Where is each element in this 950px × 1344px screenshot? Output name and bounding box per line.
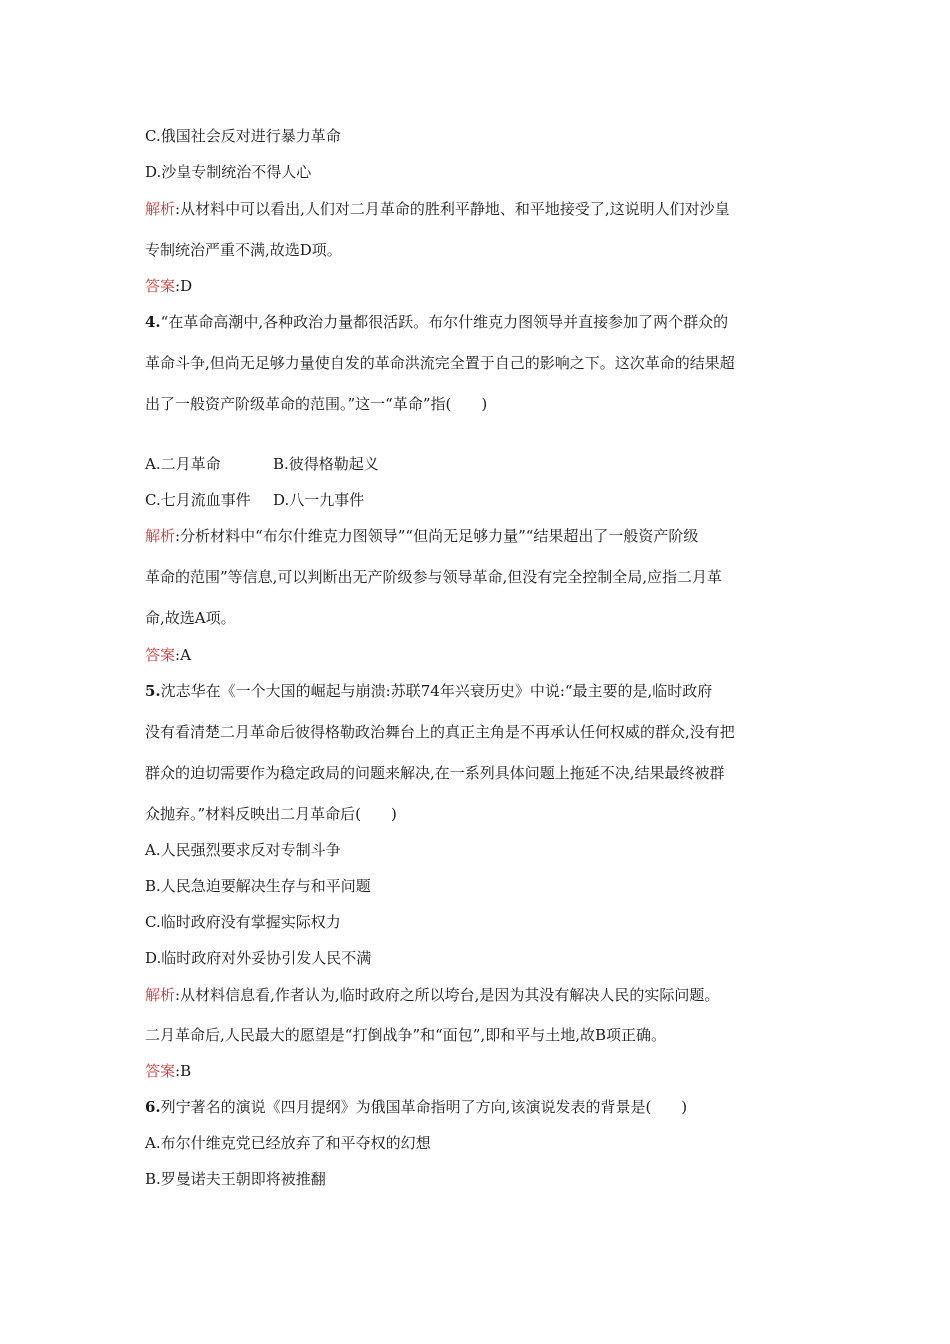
- q6-option-a: A.布尔什维克党已经放弃了和平夺权的幻想: [145, 1134, 431, 1152]
- q4-option-b: B.彼得格勒起义: [273, 455, 379, 473]
- q3-analysis-label: 解析: [145, 200, 176, 218]
- q5-answer-label: 答案: [145, 1062, 176, 1080]
- q4-option-a: A.二月革命: [145, 455, 221, 473]
- q5-stem-line-4: 众抛弃。”材料反映出二月革命后( ): [145, 805, 397, 823]
- q4-option-d: D.八一九事件: [273, 491, 365, 509]
- q4-option-c: C.七月流血事件: [145, 491, 251, 509]
- q4-analysis-label: 解析: [145, 527, 176, 545]
- q5-stem-text-1: 沈志华在《一个大国的崛起与崩溃:苏联74年兴衰历史》中说:“最主要的是,临时政府: [160, 682, 713, 700]
- q6-stem: [145, 1097, 820, 1117]
- q4-analysis-line-1: [145, 526, 820, 546]
- q5-option-b: B.人民急迫要解决生存与和平问题: [145, 877, 371, 895]
- q5-option-d: D.临时政府对外妥协引发人民不满: [145, 949, 372, 967]
- q5-option-a: A.人民强烈要求反对专制斗争: [145, 841, 341, 859]
- q4-options-row-1: [145, 454, 820, 474]
- q4-analysis-line-3: 命,故选A项。: [145, 609, 236, 627]
- q4-stem-line-2: 革命斗争,但尚无足够力量使自发的革命洪流完全置于自己的影响之下。这次革命的结果超: [145, 354, 735, 372]
- q3-option-c: C.俄国社会反对进行暴力革命: [145, 127, 341, 145]
- q4-answer-label: 答案: [145, 646, 176, 664]
- q6-option-b: B.罗曼诺夫王朝即将被推翻: [145, 1170, 326, 1188]
- q5-analysis-text-1: :从材料信息看,作者认为,临时政府之所以垮台,是因为其没有解决人民的实际问题。: [175, 986, 720, 1004]
- q3-option-d: D.沙皇专制统治不得人心: [145, 163, 312, 181]
- q3-answer: [145, 276, 820, 296]
- q4-answer: [145, 645, 820, 665]
- q6-stem-text: 列宁著名的演说《四月提纲》为俄国革命指明了方向,该演说发表的背景是( ): [160, 1098, 688, 1116]
- q3-answer-label: 答案: [145, 277, 176, 295]
- q5-stem-line-1: [145, 681, 820, 701]
- q4-analysis-text-1: :分析材料中“布尔什维克力图领导”“但尚无足够力量”“结果超出了一般资产阶级: [175, 527, 699, 545]
- q4-stem-line-3: 出了一般资产阶级革命的范围。”这一“革命”指( ): [145, 395, 488, 413]
- q4-stem-text-1: “在革命高潮中,各种政治力量都很活跃。布尔什维克力图领导并直接参加了两个群众的: [160, 313, 729, 331]
- q5-number: 5.: [145, 682, 161, 700]
- q4-number: 4.: [145, 313, 161, 331]
- q5-stem-line-2: 没有看清楚二月革命后彼得格勒政治舞台上的真正主角是不再承认任何权威的群众,没有把: [145, 723, 735, 741]
- q4-answer-value: :A: [175, 646, 191, 664]
- q5-answer: [145, 1061, 820, 1081]
- q4-stem-line-1: [145, 312, 820, 332]
- q3-analysis-line-2: 专制统治严重不满,故选D项。: [145, 241, 342, 259]
- q3-analysis-text-1: :从材料中可以看出,人们对二月革命的胜利平静地、和平地接受了,这说明人们对沙皇: [175, 200, 730, 218]
- q4-analysis-line-2: 革命的范围”等信息,可以判断出无产阶级参与领导革命,但没有完全控制全局,应指二月革: [145, 568, 722, 586]
- q3-analysis-line-1: [145, 199, 820, 219]
- q5-analysis-line-1: [145, 985, 820, 1005]
- q5-stem-line-3: 群众的迫切需要作为稳定政局的问题来解决,在一系列具体问题上拖延不决,结果最终被群: [145, 764, 725, 782]
- q4-options-row-2: [145, 490, 820, 510]
- q3-answer-value: :D: [175, 277, 193, 295]
- q5-analysis-line-2: 二月革命后,人民最大的愿望是“打倒战争”和“面包”,即和平与土地,故B项正确。: [145, 1026, 667, 1044]
- q6-number: 6.: [145, 1098, 161, 1116]
- q5-analysis-label: 解析: [145, 986, 176, 1004]
- q5-option-c: C.临时政府没有掌握实际权力: [145, 913, 341, 931]
- q5-answer-value: :B: [175, 1062, 192, 1080]
